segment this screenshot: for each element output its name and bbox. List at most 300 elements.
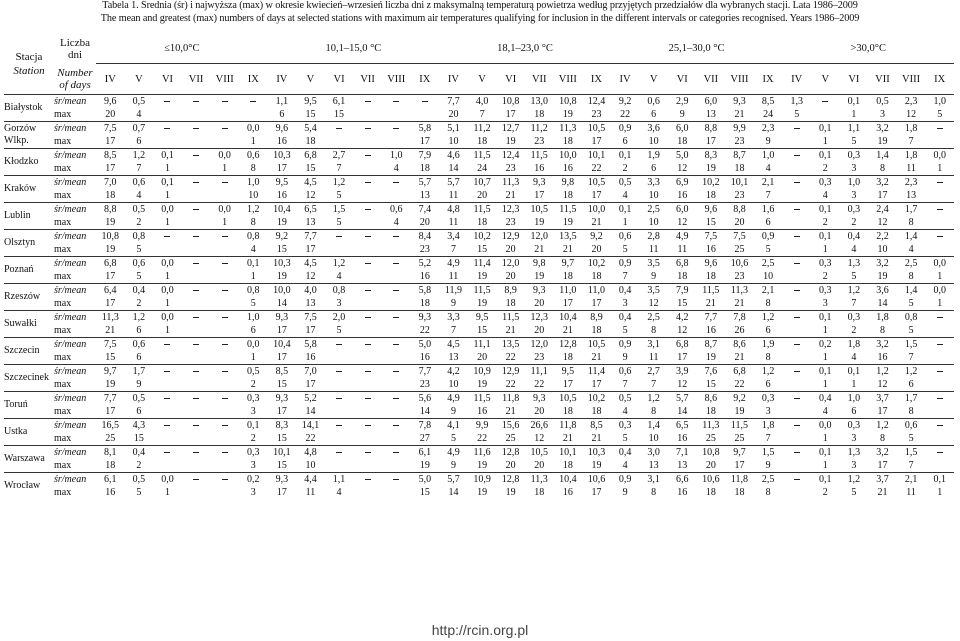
mean-value: 0,5 — [125, 95, 154, 109]
month-header: IV — [104, 73, 116, 85]
empty-dash — [210, 122, 239, 136]
max-value: 2 — [822, 487, 828, 498]
max-value: 22 — [305, 433, 316, 444]
dash-mark — [222, 425, 228, 426]
mean-value: 4,3 — [125, 419, 154, 433]
dash-mark — [164, 398, 170, 399]
empty-dash — [353, 419, 382, 433]
mean-value: 1,8 — [897, 149, 926, 163]
month-header: IV — [447, 73, 460, 85]
max-value: 18 — [105, 460, 116, 471]
mean-value: 2,3 — [897, 176, 926, 190]
max-value: 18 — [562, 406, 573, 417]
mean-value: 0,9 — [611, 122, 640, 136]
max-value: 15 — [133, 433, 144, 444]
mean-value: 9,8 — [525, 257, 554, 271]
max-value: 8 — [879, 325, 885, 336]
max-value: 20 — [534, 460, 545, 471]
max-value: 15 — [705, 379, 716, 390]
mean-value: 9,3 — [411, 311, 440, 325]
mean-value: 5,2 — [296, 392, 325, 406]
max-value: 18 — [419, 298, 430, 309]
empty-dash — [925, 311, 954, 325]
max-value: 4 — [851, 352, 857, 363]
max-value: 2 — [250, 379, 256, 390]
max-value: 10 — [877, 244, 888, 255]
mean-value: 1,2 — [125, 311, 154, 325]
max-value: 13 — [448, 352, 459, 363]
max-value: 14 — [448, 163, 459, 174]
table-row — [4, 257, 954, 271]
max-value: 14 — [677, 406, 688, 417]
max-value: 18 — [705, 487, 716, 498]
max-value: 18 — [562, 271, 573, 282]
mean-value: 3,7 — [868, 473, 897, 487]
empty-dash — [353, 284, 382, 298]
max-value: 27 — [419, 433, 430, 444]
mean-value: 1,0 — [840, 176, 869, 190]
max-value: 20 — [105, 109, 116, 120]
max-value: 13 — [648, 460, 659, 471]
mean-value: 0,4 — [840, 230, 869, 244]
dash-mark — [937, 344, 943, 345]
mean-value: 0,9 — [611, 473, 640, 487]
max-value: 6 — [651, 109, 657, 120]
max-value — [925, 378, 954, 392]
empty-dash — [325, 230, 354, 244]
mean-label-text: śr/mean — [54, 96, 87, 107]
max-label: max — [54, 109, 72, 120]
mean-value: 7,8 — [725, 311, 754, 325]
empty-dash — [210, 311, 239, 325]
max-value: 25 — [734, 433, 745, 444]
mean-value: 0,6 — [125, 176, 154, 190]
mean-value: 0,2 — [239, 473, 268, 487]
dash-mark — [222, 371, 228, 372]
empty-dash — [210, 473, 239, 487]
max-value: 22 — [419, 325, 430, 336]
empty-dash — [210, 176, 239, 190]
dash-mark — [193, 182, 199, 183]
dash-mark — [393, 236, 399, 237]
max-value: 17 — [877, 460, 888, 471]
mean-label-text: śr/mean — [54, 177, 87, 188]
mean-value: 0,1 — [153, 176, 182, 190]
max-value: 18 — [562, 136, 573, 147]
table-row — [4, 459, 954, 473]
max-label: max — [54, 163, 72, 174]
mean-value: 0,0 — [925, 149, 954, 163]
max-value: 1 — [164, 271, 170, 282]
month-header: VII — [188, 73, 204, 85]
dash-mark — [365, 317, 371, 318]
mean-value: 16,5 — [96, 419, 125, 433]
max-value: 9 — [765, 460, 771, 471]
mean-value: 10,5 — [582, 176, 611, 190]
mean-value: 0,1 — [840, 365, 869, 379]
mean-value: 7,7 — [411, 365, 440, 379]
mean-value: 7,7 — [697, 311, 726, 325]
dash-mark — [164, 371, 170, 372]
max-value: 8 — [765, 487, 771, 498]
table-row — [4, 419, 954, 433]
max-value: 7 — [908, 460, 914, 471]
max-value: 17 — [276, 406, 287, 417]
dash-mark — [222, 236, 228, 237]
mean-value: 12,8 — [496, 473, 525, 487]
station-name: Białystok — [4, 95, 54, 122]
mean-value: 1,2 — [840, 284, 869, 298]
month-header: IV — [276, 73, 288, 85]
max-value: 8 — [765, 352, 771, 363]
empty-dash — [153, 230, 182, 244]
mean-value: 10,3 — [268, 257, 297, 271]
mean-value: 1,7 — [897, 392, 926, 406]
max-value: 15 — [477, 244, 488, 255]
table-row — [4, 270, 954, 284]
max-value: 1 — [937, 298, 943, 309]
mean-value: 9,8 — [554, 176, 583, 190]
dash-mark — [794, 371, 800, 372]
mean-value: 11,2 — [525, 122, 554, 136]
max-value — [325, 432, 354, 446]
empty-dash — [210, 284, 239, 298]
max-value: 18 — [591, 271, 602, 282]
mean-value: 8,9 — [496, 284, 525, 298]
mean-value: 12,4 — [582, 95, 611, 109]
mean-value: 0,0 — [153, 311, 182, 325]
max-value: 5 — [908, 433, 914, 444]
max-value: 15 — [276, 244, 287, 255]
mean-label-text: śr/mean — [54, 204, 87, 215]
mean-value: 7,5 — [697, 230, 726, 244]
max-value: 17 — [105, 271, 116, 282]
mean-value: 10,1 — [268, 446, 297, 460]
empty-dash — [182, 122, 211, 136]
station-name: Szczecin — [4, 338, 54, 365]
max-value: 21 — [505, 190, 516, 201]
max-value: 18 — [562, 190, 573, 201]
mean-value: 3,7 — [868, 392, 897, 406]
max-value: 8 — [879, 163, 885, 174]
max-value: 23 — [505, 217, 516, 228]
max-value: 5 — [136, 487, 142, 498]
mean-value: 0,4 — [611, 284, 640, 298]
days-header-pl-1: Liczba — [60, 36, 90, 49]
empty-dash — [382, 311, 411, 325]
dash-mark — [365, 155, 371, 156]
dash-mark — [222, 128, 228, 129]
mean-value: 2,7 — [325, 149, 354, 163]
dash-mark — [365, 101, 371, 102]
max-value: 5 — [851, 487, 857, 498]
data-table — [4, 33, 954, 499]
month-header: V — [478, 73, 486, 85]
mean-value: 9,2 — [268, 230, 297, 244]
empty-dash — [782, 338, 811, 352]
max-value: 17 — [591, 190, 602, 201]
dash-mark — [193, 398, 199, 399]
max-value — [210, 108, 239, 122]
dash-mark — [393, 263, 399, 264]
mean-value: 8,3 — [268, 419, 297, 433]
table-row — [4, 405, 954, 419]
empty-dash — [925, 338, 954, 352]
dash-mark — [193, 452, 199, 453]
dash-mark — [193, 236, 199, 237]
max-label: max — [54, 406, 72, 417]
max-value: 9 — [622, 352, 628, 363]
mean-value: 8,8 — [725, 203, 754, 217]
mean-value: 0,1 — [811, 311, 840, 325]
max-value — [382, 486, 411, 499]
max-value: 1 — [937, 163, 943, 174]
mean-value: 2,1 — [897, 473, 926, 487]
max-value — [353, 459, 382, 473]
max-label: max — [54, 244, 72, 255]
max-value: 4 — [136, 109, 142, 120]
mean-value: 0,8 — [325, 284, 354, 298]
max-value: 20 — [505, 460, 516, 471]
max-value: 1 — [822, 325, 828, 336]
table-row — [4, 446, 954, 460]
mean-value: 7,7 — [296, 230, 325, 244]
days-header-en-1: Number — [57, 66, 93, 79]
max-value: 17 — [591, 379, 602, 390]
max-value: 18 — [562, 460, 573, 471]
max-value: 23 — [591, 109, 602, 120]
mean-value: 6,0 — [697, 95, 726, 109]
max-value: 19 — [505, 487, 516, 498]
mean-value: 6,5 — [296, 203, 325, 217]
max-value: 14 — [305, 406, 316, 417]
max-value: 17 — [505, 109, 516, 120]
mean-value: 9,2 — [725, 392, 754, 406]
max-value — [353, 108, 382, 122]
empty-dash — [925, 122, 954, 136]
max-label: max — [54, 433, 72, 444]
mean-value: 5,2 — [411, 257, 440, 271]
mean-value: 6,6 — [668, 473, 697, 487]
mean-value: 11,6 — [468, 446, 497, 460]
mean-value: 0,6 — [639, 95, 668, 109]
max-value: 20 — [419, 217, 430, 228]
mean-value: 0,6 — [125, 338, 154, 352]
max-value: 4 — [393, 163, 399, 174]
empty-dash — [925, 446, 954, 460]
max-value: 1 — [822, 244, 828, 255]
max-value: 15 — [477, 325, 488, 336]
max-label: max — [54, 136, 72, 147]
dash-mark — [937, 398, 943, 399]
max-value: 2 — [136, 460, 142, 471]
mean-value: 0,1 — [239, 257, 268, 271]
mean-value: 2,8 — [639, 230, 668, 244]
max-value: 5 — [851, 136, 857, 147]
mean-value: 8,7 — [697, 338, 726, 352]
empty-dash — [182, 365, 211, 379]
mean-value: 0,1 — [811, 122, 840, 136]
max-value: 1 — [822, 433, 828, 444]
max-value: 3 — [250, 460, 256, 471]
dash-mark — [393, 344, 399, 345]
max-value: 17 — [534, 190, 545, 201]
max-value — [925, 405, 954, 419]
month-header: IX — [590, 73, 602, 85]
dash-mark — [393, 371, 399, 372]
max-value: 7 — [765, 190, 771, 201]
max-value: 13 — [677, 460, 688, 471]
max-value: 18 — [705, 406, 716, 417]
dash-mark — [336, 128, 342, 129]
max-value: 6 — [851, 406, 857, 417]
max-value: 7 — [908, 352, 914, 363]
max-value: 12 — [677, 379, 688, 390]
mean-value: 0,4 — [611, 311, 640, 325]
mean-value: 11,4 — [582, 365, 611, 379]
mean-value: 6,5 — [668, 419, 697, 433]
mean-value: 4,9 — [439, 257, 468, 271]
max-value: 1 — [250, 136, 256, 147]
max-value: 15 — [334, 109, 345, 120]
mean-value: 7,7 — [439, 95, 468, 109]
mean-value: 0,3 — [840, 419, 869, 433]
mean-value: 6,1 — [325, 95, 354, 109]
max-value: 22 — [734, 379, 745, 390]
empty-dash — [925, 230, 954, 244]
max-value: 9 — [651, 271, 657, 282]
empty-dash — [182, 338, 211, 352]
max-value: 6 — [136, 325, 142, 336]
mean-value: 4,9 — [439, 392, 468, 406]
mean-value: 0,4 — [125, 284, 154, 298]
dash-mark — [336, 236, 342, 237]
max-value — [353, 297, 382, 311]
station-name: Rzeszów — [4, 284, 54, 311]
mean-label — [54, 338, 96, 352]
max-value — [353, 405, 382, 419]
mean-label-text: śr/mean — [54, 285, 87, 296]
mean-value: 11,9 — [439, 284, 468, 298]
mean-value: 0,0 — [811, 419, 840, 433]
max-value: 21 — [562, 433, 573, 444]
mean-value: 11,8 — [725, 473, 754, 487]
mean-value: 5,0 — [411, 338, 440, 352]
mean-label — [54, 311, 96, 325]
mean-value: 0,1 — [811, 203, 840, 217]
empty-dash — [153, 446, 182, 460]
max-value — [182, 432, 211, 446]
max-value: 19 — [534, 271, 545, 282]
max-value: 11 — [906, 163, 916, 174]
max-value: 24 — [477, 163, 488, 174]
max-value: 11 — [648, 352, 659, 363]
empty-dash — [353, 149, 382, 163]
max-value: 21 — [505, 406, 516, 417]
max-value — [210, 243, 239, 257]
mean-value: 2,1 — [754, 284, 783, 298]
mean-value: 3,5 — [639, 257, 668, 271]
max-value: 2 — [136, 298, 142, 309]
max-value: 6 — [136, 136, 142, 147]
max-value: 4 — [622, 406, 628, 417]
mean-value: 9,3 — [268, 392, 297, 406]
max-value: 17 — [562, 379, 573, 390]
mean-value: 3,6 — [868, 284, 897, 298]
mean-value: 3,2 — [868, 338, 897, 352]
mean-value: 0,3 — [840, 149, 869, 163]
dash-mark — [393, 452, 399, 453]
max-value: 4 — [136, 190, 142, 201]
mean-value: 7,7 — [96, 392, 125, 406]
dash-mark — [937, 182, 943, 183]
max-value — [210, 378, 239, 392]
empty-dash — [382, 230, 411, 244]
mean-value: 2,1 — [754, 176, 783, 190]
mean-value: 6,8 — [725, 365, 754, 379]
max-value: 11 — [448, 217, 459, 228]
month-header: VII — [875, 73, 890, 85]
mean-value: 8,5 — [268, 365, 297, 379]
mean-value: 13,0 — [525, 95, 554, 109]
dash-mark — [822, 101, 828, 102]
mean-label — [54, 365, 96, 379]
mean-label-text: śr/mean — [54, 231, 87, 242]
max-value: 10 — [648, 190, 659, 201]
mean-value: 14,1 — [296, 419, 325, 433]
dash-mark — [794, 155, 800, 156]
max-value — [353, 216, 382, 230]
max-value: 9 — [622, 487, 628, 498]
mean-value: 1,2 — [325, 257, 354, 271]
empty-dash — [153, 122, 182, 136]
mean-value: 7,1 — [668, 446, 697, 460]
max-value: 22 — [591, 163, 602, 174]
mean-value: 9,6 — [697, 203, 726, 217]
max-value: 5 — [450, 433, 456, 444]
mean-value: 10,2 — [697, 176, 726, 190]
max-value: 3 — [250, 406, 256, 417]
max-value: 7 — [479, 109, 485, 120]
max-value: 1 — [822, 460, 828, 471]
mean-value: 1,8 — [840, 338, 869, 352]
max-value: 11 — [448, 271, 459, 282]
mean-value: 10,3 — [268, 149, 297, 163]
dash-mark — [365, 182, 371, 183]
max-value: 22 — [505, 352, 516, 363]
max-value: 21 — [705, 298, 716, 309]
empty-dash — [925, 365, 954, 379]
dash-mark — [393, 479, 399, 480]
max-value — [782, 135, 811, 149]
empty-dash — [782, 284, 811, 298]
mean-value: 10,5 — [582, 122, 611, 136]
max-value: 26 — [734, 325, 745, 336]
empty-dash — [382, 122, 411, 136]
max-value: 19 — [105, 244, 116, 255]
max-value: 9 — [450, 460, 456, 471]
max-value: 1 — [937, 487, 943, 498]
month-header: V — [821, 73, 830, 85]
mean-value: 0,1 — [811, 149, 840, 163]
mean-value: 1,4 — [897, 230, 926, 244]
mean-value: 10,6 — [725, 257, 754, 271]
max-value — [353, 162, 382, 176]
mean-value: 6,0 — [668, 122, 697, 136]
mean-value: 2,9 — [668, 95, 697, 109]
mean-value: 1,1 — [840, 122, 869, 136]
mean-value: 0,0 — [153, 257, 182, 271]
